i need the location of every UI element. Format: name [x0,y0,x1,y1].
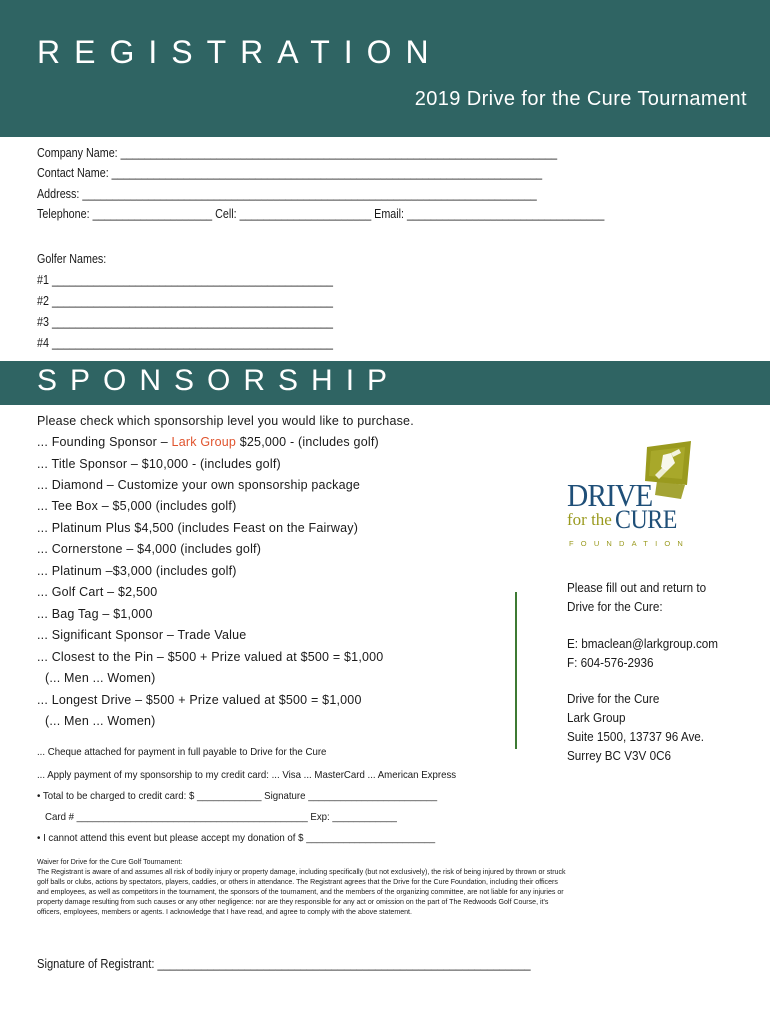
header-band [0,0,770,137]
golfer-names-heading: Golfer Names: [37,252,107,266]
waiver-text: The Registrant is aware of and assumes all risk of bodily injury or property damage, including specifically (but not exclusively), the risk of being injured by thrown or struck golf balls or clubs, actions by spectators, players, caddies, or others in attendance. The Registrant agrees that the Drive for the Cure Foundation, including their officers and employees, as well as competitors in the tournament, the sponsors of the tournament, and the members of the organizing committee, are not liable for any injuries or property damage resulting from such causes or any other negligence: nor are they responsible for any act or omission on the part of The Redwoods Golf Course, it's officers, employees, members or agents. I acknowledge that I have read, and agree to comply with the above statement. [37,867,566,916]
sponsor-option-platinum[interactable]: ... Platinum –$3,000 (includes golf) [37,564,237,578]
contact-email-link[interactable]: E: bmaclean@larkgroup.com [567,636,719,651]
logo-foundation-text: FOUNDATION [569,539,691,548]
golfer-2-field[interactable]: #2 _______________________________________________ [37,294,333,308]
waiver-heading: Waiver for Drive for the Cure Golf Tournament: [37,857,183,866]
sponsor-option-closest-pin[interactable]: ... Closest to the Pin – $500 + Prize valued at $500 = $1,000 [37,650,384,664]
cheque-option[interactable]: ... Cheque attached for payment in full payable to Drive for the Cure [37,746,327,758]
telephone-cell-email-field[interactable]: Telephone: ____________________ Cell: ______________________ Email: _________________________________ [37,207,605,221]
golfer-3-field[interactable]: #3 _______________________________________________ [37,315,333,329]
sponsorship-band [0,361,770,405]
credit-card-option[interactable]: ... Apply payment of my sponsorship to my credit card: ... Visa ... MasterCard ... American Express [37,769,457,781]
founding-price: $25,000 - (includes golf) [236,435,379,449]
registrant-signature-field[interactable]: Signature of Registrant: ____________________________________________________________ [37,956,531,971]
logo-cure-text: CURE [615,505,677,534]
sponsor-option-bag-tag[interactable]: ... Bag Tag – $1,000 [37,607,153,621]
vertical-divider [515,592,517,749]
logo-drive-text: DRIVE [567,477,653,513]
page-subtitle: 2019 Drive for the Cure Tournament [414,88,747,110]
mail-company-name: Lark Group [567,710,626,725]
drive-for-the-cure-logo [567,443,697,553]
page-title: REGISTRATION [37,34,443,70]
golfer-4-field[interactable]: #4 _______________________________________________ [37,336,333,350]
closest-pin-gender-options[interactable]: (... Men ... Women) [45,671,156,685]
sponsor-option-golf-cart[interactable]: ... Golf Cart – $2,500 [37,585,158,599]
contact-name-field[interactable]: Contact Name: ________________________________________________________________________ [37,166,543,180]
return-instruction-line-1: Please fill out and return to [567,580,707,595]
address-field[interactable]: Address: ____________________________________________________________________________ [37,187,537,201]
mail-address-line-1: Suite 1500, 13737 96 Ave. [567,729,705,744]
credit-total-signature-field[interactable]: • Total to be charged to credit card: $ ____________ Signature ________________________ [37,790,438,802]
sponsor-option-cornerstone[interactable]: ... Cornerstone – $4,000 (includes golf) [37,542,262,556]
sponsor-option-title[interactable]: ... Title Sponsor – $10,000 - (includes golf) [37,457,281,471]
contact-fax: F: 604-576-2936 [567,655,654,670]
waiver-block [37,857,571,917]
mail-org-name: Drive for the Cure [567,691,660,706]
donation-field[interactable]: • I cannot attend this event but please accept my donation of $ ________________________ [37,832,436,844]
mail-address-line-2: Surrey BC V3V 0C6 [567,748,672,763]
sponsor-option-longest-drive[interactable]: ... Longest Drive – $500 + Prize valued at $500 = $1,000 [37,693,362,707]
sponsor-option-significant[interactable]: ... Significant Sponsor – Trade Value [37,628,247,642]
sponsor-option-platinum-plus[interactable]: ... Platinum Plus $4,500 (includes Feast on the Fairway) [37,521,359,535]
sponsor-option-founding[interactable] [37,435,379,449]
return-instruction-line-2: Drive for the Cure: [567,599,663,614]
logo-for-the-text: for the [567,510,612,529]
card-number-field[interactable]: Card # ___________________________________________ Exp: ____________ [45,811,397,823]
sponsor-option-tee-box[interactable]: ... Tee Box – $5,000 (includes golf) [37,499,237,513]
founding-sponsor-name: Lark Group [171,435,237,449]
golfer-1-field[interactable]: #1 _______________________________________________ [37,273,333,287]
founding-label: ... Founding Sponsor – [37,435,172,449]
sponsor-option-diamond[interactable]: ... Diamond – Customize your own sponsorship package [37,478,361,492]
sponsorship-title: SPONSORSHIP [37,364,401,397]
company-name-field[interactable]: Company Name: _________________________________________________________________________ [37,146,558,160]
sponsorship-intro: Please check which sponsorship level you would like to purchase. [37,414,414,428]
longest-drive-gender-options[interactable]: (... Men ... Women) [45,714,156,728]
